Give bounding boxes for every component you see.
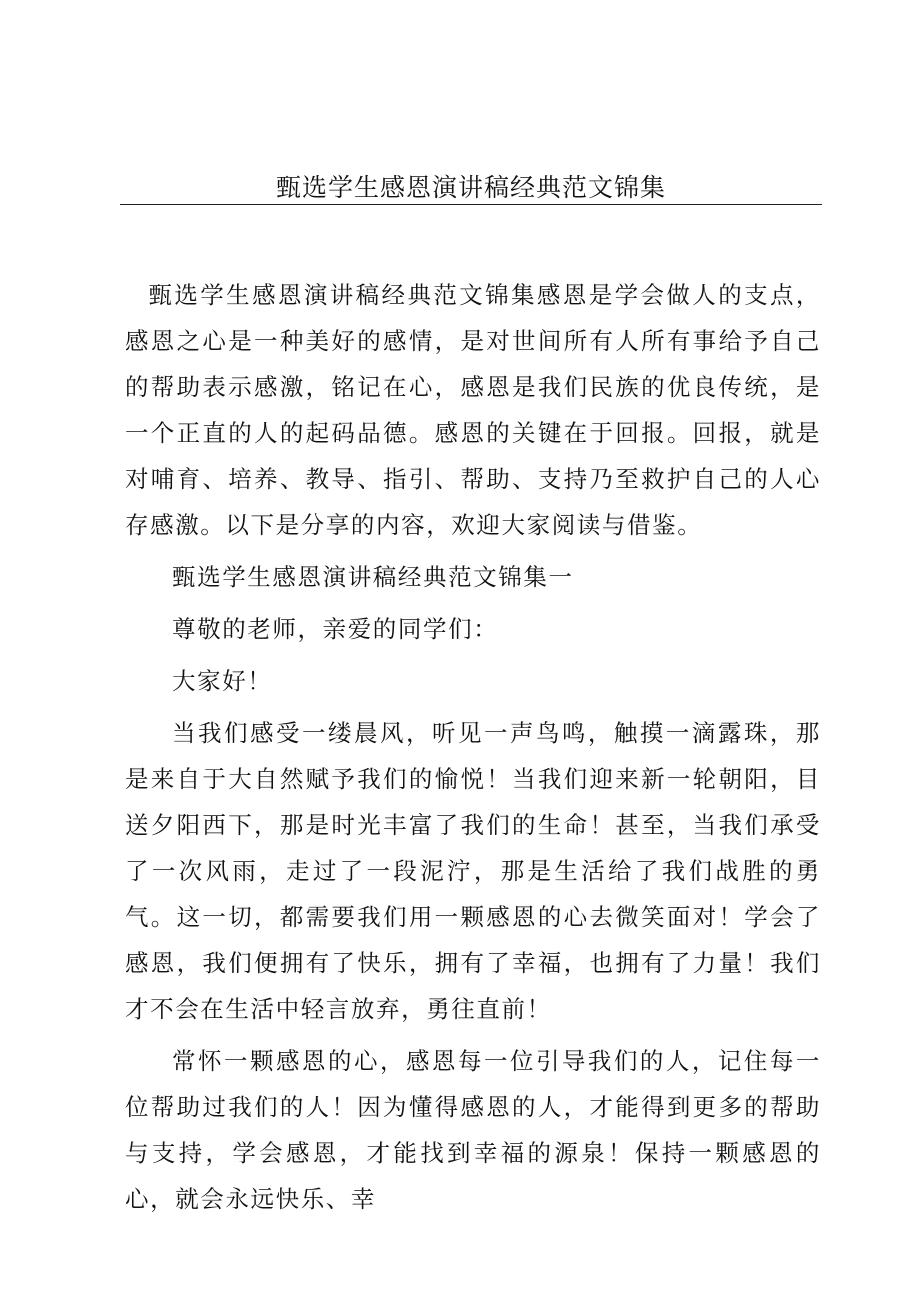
intro-paragraph: 甄选学生感恩演讲稿经典范文锦集感恩是学会做人的支点，感恩之心是一种美好的感情，是对世间所有人所有事给予自己的帮助表示感激，铭记在心，感恩是我们民族的优良传统，是一个正直的人的起码品德。感恩的关键在于回报。回报，就是对哺育、培养、教导、指引、帮助、支持乃至救护自己的人心存感激。以下是分享的内容，欢迎大家阅读与借鉴。 <box>125 281 821 539</box>
document-title: 甄选学生感恩演讲稿经典范文锦集 <box>275 173 666 202</box>
section-heading: 甄选学生感恩演讲稿经典范文锦集一 <box>172 563 574 591</box>
document-body <box>125 272 821 1222</box>
body-paragraph: 常怀一颗感恩的心，感恩每一位引导我们的人，记住每一位帮助过我们的人！因为懂得感恩的人，才能得到更多的帮助与支持，学会感恩，才能找到幸福的源泉！保持一颗感恩的心，就会永远快乐、幸 <box>125 1047 821 1213</box>
body-paragraph: 当我们感受一缕晨风，听见一声鸟鸣，触摸一滴露珠，那是来自于大自然赋予我们的愉悦！当我们迎来新一轮朝阳，目送夕阳西下，那是时光丰富了我们的生命！甚至，当我们承受了一次风雨，走过了一段泥泞，那是生活给了我们战胜的勇气。这一切，都需要我们用一颗感恩的心去微笑面对！学会了感恩，我们便拥有了快乐，拥有了幸福，也拥有了力量！我们才不会在生活中轻言放弃，勇往直前！ <box>125 719 821 1023</box>
greeting: 大家好！ <box>172 667 273 695</box>
title-underline <box>120 204 822 205</box>
salutation: 尊敬的老师，亲爱的同学们： <box>172 615 499 643</box>
